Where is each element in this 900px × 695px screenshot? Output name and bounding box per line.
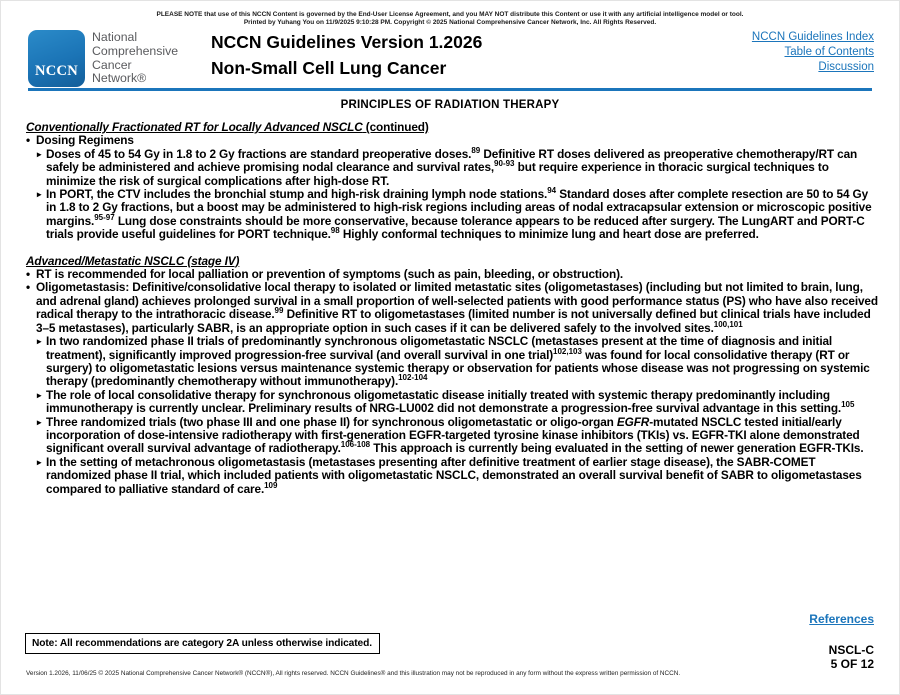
arrow-bullet-icon: ▸ [37, 456, 42, 467]
sub-bullet-item [37, 188, 878, 242]
license-notice [116, 11, 784, 27]
org-name-line: Comprehensive [92, 43, 179, 58]
org-name-line: Network® [92, 71, 147, 86]
section-heading: Conventionally Fractionated RT for Locally Advanced NSCLC (continued) [26, 120, 429, 134]
bullet-item [26, 281, 878, 335]
guideline-section [26, 121, 878, 242]
item-text: Oligometastasis: Definitive/consolidative local therapy to isolated or limited metastatic sites (oligometastases) (including but not limited to brain, lung, and adrenal gland) achieves prolonged survival in a small proportion of well-selected patients with good performance status (PS) who have also received radical therapy to the intrathoracic disease.$^{99}$ Definitive RT to oligometastases (limited number is not universally defined but clinical trials have included 3–5 metastases), particularly SABR, is an appropriate option in such cases if it can be delivered safely to the involved sites.$^{100,101}$ [36, 280, 878, 335]
sub-bullet-item [37, 389, 878, 416]
sub-bullet-item [37, 416, 878, 456]
bullet-item [26, 134, 878, 147]
bullet-item [26, 268, 878, 281]
org-name-line: Cancer [92, 57, 132, 72]
item-text: The role of local consolidative therapy for synchronous oligometastatic disease initially treated with systemic therapy predominantly including immunotherapy is currently unclear. Preliminary results of NRG-LU002 did not demonstrate a progression-free survival advantage in this setting.$^{105}$ [46, 387, 855, 416]
arrow-bullet-icon: ▸ [37, 389, 42, 400]
content-sections [26, 121, 878, 496]
arrow-bullet-icon: ▸ [37, 189, 42, 200]
item-text: In the setting of metachronous oligometastasis (metastases presenting after definitive treatment of earlier stage disease), the SABR-COMET randomized phase II trial, which included patients with oligometastatic NSCLC, demonstrated an overall survival benefit of SABR to oligometastases compared to palliative standard of care.$^{109}$ [46, 454, 862, 496]
item-text: Dosing Regimens [36, 133, 134, 148]
references-link[interactable]: References [809, 612, 874, 626]
link-table-of-contents[interactable]: Table of Contents [784, 46, 874, 58]
link-discussion[interactable]: Discussion [818, 61, 874, 73]
sub-bullet-item [37, 335, 878, 389]
arrow-bullet-icon: ▸ [37, 148, 42, 159]
bullet-icon: • [26, 133, 31, 148]
guidelines-version-title: NCCN Guidelines Version 1.2026 [211, 32, 483, 52]
page-heading: PRINCIPLES OF RADIATION THERAPY [340, 99, 560, 111]
header-links [752, 30, 874, 75]
cancer-type-title: Non-Small Cell Lung Cancer [211, 58, 447, 78]
nccn-org-name [92, 31, 178, 86]
bullet-icon: • [26, 267, 31, 282]
section-heading: Advanced/Metastatic NSCLC (stage IV) [26, 253, 240, 268]
page-number: 5 OF 12 [830, 656, 874, 671]
link-nccn-guidelines-index[interactable]: NCCN Guidelines Index [751, 31, 874, 43]
page-code: NSCL-C [828, 643, 874, 657]
arrow-bullet-icon: ▸ [37, 416, 42, 427]
bullet-icon: • [26, 280, 31, 295]
guideline-section [26, 255, 878, 496]
org-name-line: National [92, 30, 138, 44]
item-text: RT is recommended for local palliation or prevention of symptoms (such as pain, bleeding, or obstruction). [36, 267, 624, 282]
sub-bullet-item [37, 145, 878, 188]
copyright-footer: Version 1.2026, 11/06/25 © 2025 National Comprehensive Cancer Network® (NCCN®), All rights reserved. NCCN Guidelines® and this illustration may not be reproduced in any form without the express written permission of NCCN. [26, 670, 681, 677]
arrow-bullet-icon: ▸ [37, 336, 42, 347]
item-text: In two randomized phase II trials of predominantly synchronous oligometastatic NSCLC (metastases present at the time of diagnosis and initial treatment), significantly improved progression-free survival (and overall survival in one trial)$^{102,103}$ was found for local consolidative therapy (RT or surgery) to oligometastatic lesions versus maintenance systemic therapy or observation for patients whose disease was not progressing on systemic therapy (predominantly chemotherapy without immunotherapy).$^{102-104}$ [46, 334, 870, 389]
header-divider [28, 88, 872, 91]
license-notice-line1: PLEASE NOTE that use of this NCCN Content is governed by the End-User License Agreement, and you MAY NOT distribute this Content or use it with any artificial intelligence model or tool. [156, 11, 744, 18]
nccn-logo-text: NCCN [34, 63, 79, 79]
nccn-logo [28, 30, 85, 87]
note-box: Note: All recommendations are category 2A unless otherwise indicated. [25, 633, 380, 654]
license-notice-line2: Printed by Yuhang You on 11/9/2025 9:10:28 PM. Copyright © 2025 National Comprehensive Cancer Network, Inc. All Rights Reserved. [243, 18, 657, 26]
item-text: Doses of 45 to 54 Gy in 1.8 to 2 Gy fractions are standard preoperative doses.$^{89}$ Definitive RT doses delivered as preoperative chemotherapy/RT can safely be administered and achieve promising nodal clearance and survival rates,$^{90-93}$ but require experience in thoracic surgical techniques to minimize the risk of surgical complications after high-dose RT. [46, 145, 858, 188]
sub-bullet-item [37, 456, 878, 496]
item-text: Three randomized trials (two phase III and one phase II) for synchronous oligometastatic or oligo-organ EGFR-mutated NSCLC tested initial/early incorporation of dose-intensive radiotherapy with first-generation EGFR-targeted tyrosine kinase inhibitors (TKIs) vs. EGFR-TKI alone demonstrated significant overall survival advantage of radiotherapy.$^{106-108}$ This approach is currently being evaluated in the setting of newer generation EGFR-TKIs. [46, 414, 864, 456]
item-text: In PORT, the CTV includes the bronchial stump and high-risk draining lymph node stations.$^{94}$ Standard doses after complete resection are 50 to 54 Gy in 1.8 to 2 Gy fractions, but a boost may be administered to high-risk regions including areas of nodal extracapsular extension or microscopic positive margins.$^{95-97}$ Lung dose constraints should be more conservative, because tolerance appears to be reduced after surgery. The LungART and PORT-C trials provide useful guidelines for PORT technique.$^{98}$ Highly conformal techniques to minimize lung and heart dose are preferred. [46, 186, 872, 242]
page-label [829, 644, 874, 671]
title-block [211, 29, 482, 81]
